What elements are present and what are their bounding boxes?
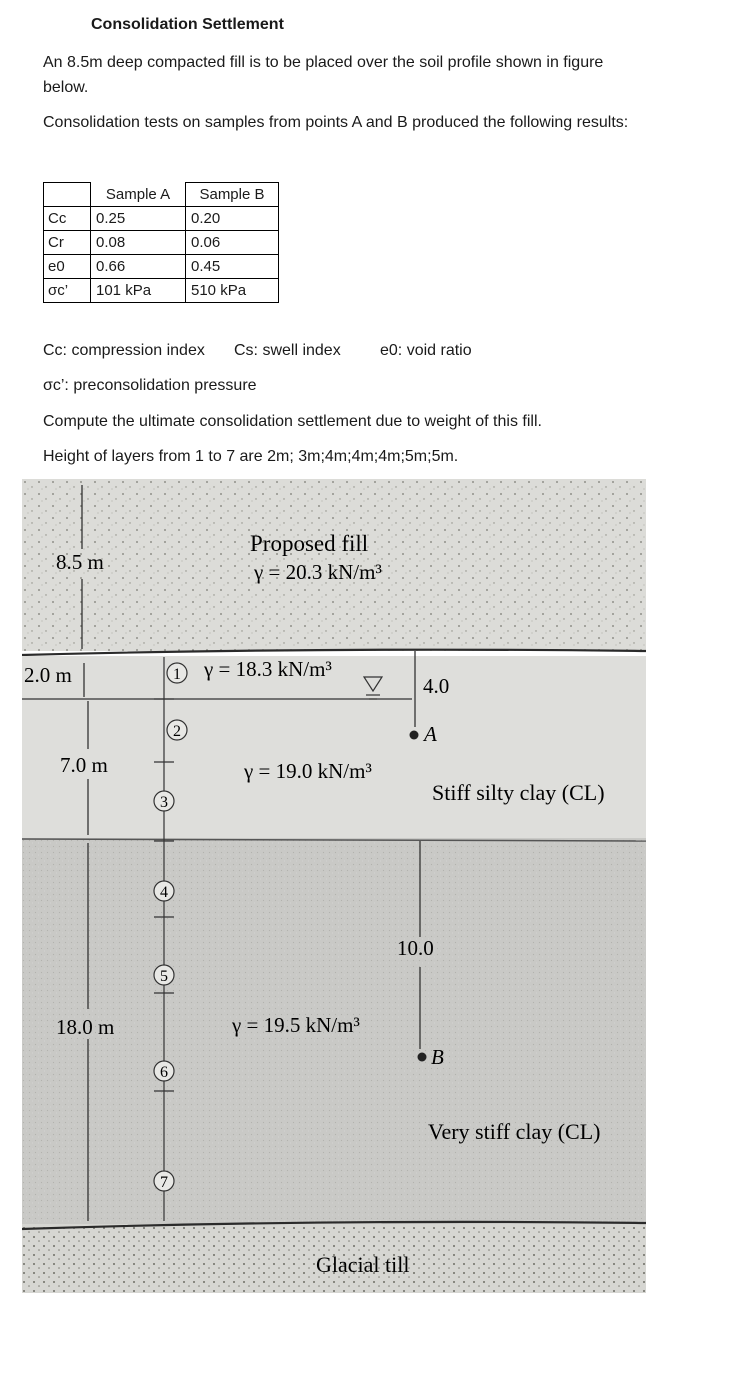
sample-b-value: 0.20	[186, 207, 279, 231]
definition-preconsolidation: σc’: preconsolidation pressure	[43, 377, 257, 394]
document-title: Consolidation Settlement	[91, 16, 284, 33]
svg-text:7: 7	[160, 1174, 168, 1191]
sublayer-marker-7	[154, 1171, 174, 1191]
fill-unit-weight-label: γ = 20.3 kN/m³	[254, 560, 382, 584]
intro-paragraph	[43, 50, 723, 100]
svg-text:3: 3	[160, 794, 168, 811]
sample-a-value: 0.25	[91, 207, 186, 231]
sublayer-marker-5	[154, 965, 174, 985]
stiff-silty-clay-zone	[22, 656, 646, 838]
sublayer-marker-4	[154, 881, 174, 901]
sample-a-value: 0.08	[91, 231, 186, 255]
question-text: Compute the ultimate consolidation settlement due to weight of this fill.	[43, 413, 542, 430]
definition-e0: e0: void ratio	[380, 342, 472, 359]
point-b-marker	[418, 1053, 427, 1062]
base-soil-name-label: Glacial till	[316, 1252, 410, 1277]
layer3-soil-name-label: Very stiff clay (CL)	[428, 1119, 601, 1144]
row-label: σc’	[44, 279, 91, 303]
point-a-label: A	[424, 722, 437, 746]
sample-a-value: 101 kPa	[91, 279, 186, 303]
table-header-sample-b: Sample B	[186, 183, 279, 207]
table-header-sample-a: Sample A	[91, 183, 186, 207]
tests-paragraph: Consolidation tests on samples from points A and B produced the following results:	[43, 114, 629, 131]
svg-text:2: 2	[173, 723, 181, 740]
row-label: Cc	[44, 207, 91, 231]
sample-b-value: 510 kPa	[186, 279, 279, 303]
sublayer-marker-6	[154, 1061, 174, 1081]
svg-text:4: 4	[160, 884, 168, 901]
sublayer-marker-3	[154, 791, 174, 811]
layer3-unit-weight-label: γ = 19.5 kN/m³	[232, 1013, 360, 1037]
point-a-marker	[410, 731, 419, 740]
intro-line-1: An 8.5m deep compacted fill is to be placed over the soil profile shown in figure	[43, 54, 604, 71]
water-table-depth-label: 4.0	[423, 674, 450, 698]
table-row	[44, 255, 279, 279]
soil-profile-figure	[22, 479, 646, 1293]
sample-a-value: 0.66	[91, 255, 186, 279]
row-label: Cr	[44, 231, 91, 255]
row-label: e0	[44, 255, 91, 279]
table-row	[44, 207, 279, 231]
table-row	[44, 279, 279, 303]
intro-line-2: below.	[43, 79, 89, 96]
sample-b-value: 0.06	[186, 231, 279, 255]
table-row	[44, 231, 279, 255]
svg-text:5: 5	[160, 968, 168, 985]
definition-cs: Cs: swell index	[234, 342, 341, 359]
layer2-soil-name-label: Stiff silty clay (CL)	[432, 780, 605, 805]
sublayer-marker-2	[167, 720, 187, 740]
fill-depth-label: 8.5 m	[56, 550, 104, 574]
layer1-unit-weight-label: γ = 18.3 kN/m³	[204, 657, 332, 681]
layer2-unit-weight-label: γ = 19.0 kN/m³	[244, 759, 372, 783]
point-b-depth-label: 10.0	[397, 936, 434, 960]
table-header-blank	[44, 183, 91, 207]
layer1-thickness-label: 2.0 m	[24, 663, 72, 687]
sample-b-value: 0.45	[186, 255, 279, 279]
layer-heights-text: Height of layers from 1 to 7 are 2m; 3m;4m;4m;4m;5m;5m.	[43, 448, 459, 465]
layer2-thickness-label: 7.0 m	[60, 753, 108, 777]
fill-label: Proposed fill	[250, 531, 369, 556]
sublayer-marker-1	[167, 663, 187, 683]
layer3-thickness-label: 18.0 m	[56, 1015, 115, 1039]
svg-text:1: 1	[173, 666, 181, 683]
table-header-row	[44, 183, 279, 207]
point-b-label: B	[431, 1045, 444, 1069]
definition-cc: Cc: compression index	[43, 342, 205, 359]
svg-text:6: 6	[160, 1064, 168, 1081]
results-table	[43, 182, 279, 303]
